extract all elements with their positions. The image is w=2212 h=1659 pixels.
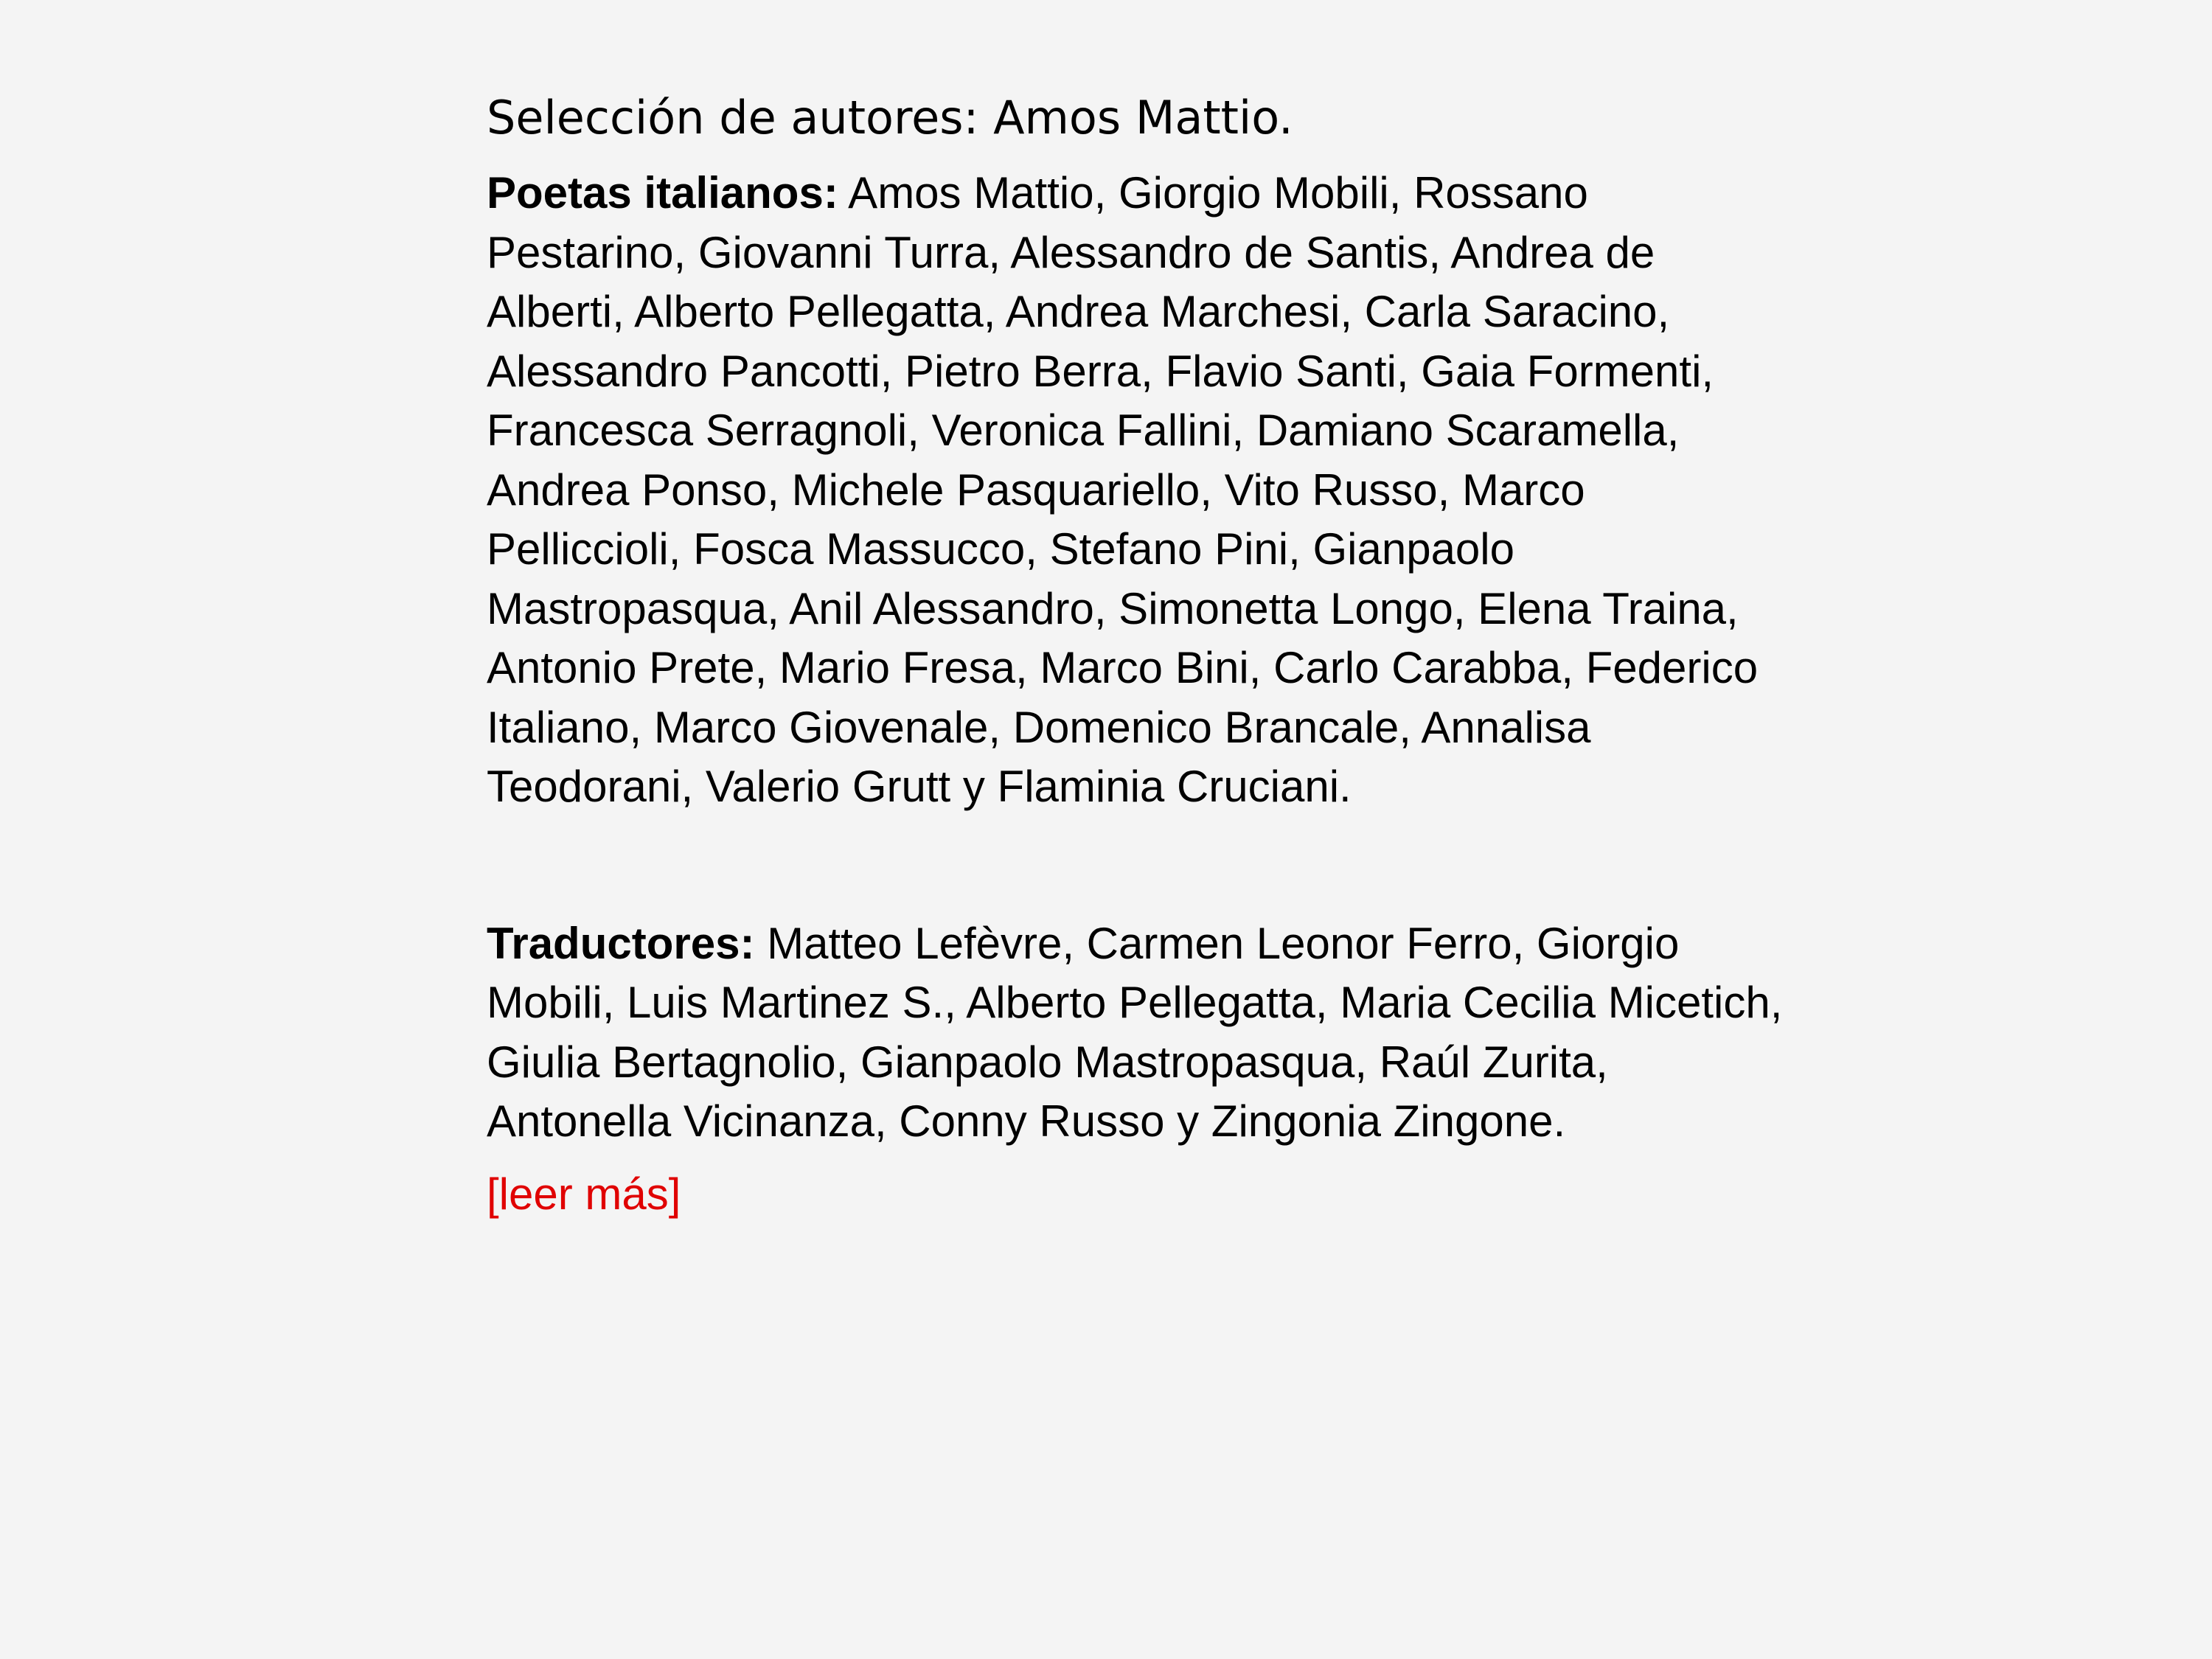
translators-paragraph	[487, 914, 1784, 1152]
read-more-link[interactable]: [leer más]	[487, 1169, 681, 1219]
translators-list: Matteo Lefèvre, Carmen Leonor Ferro, Giorgio Mobili, Luis Martinez S., Alberto Pellegatta, Maria Cecilia Micetich, Giulia Bertagnolio, Gianpaolo Mastropasqua, Raúl Zurita, Antonella Vicinanza, Conny Russo y Zingonia Zingone.	[487, 918, 1783, 1146]
page-title: Selección de autores: Amos Mattio.	[487, 91, 1293, 145]
poets-paragraph	[487, 164, 1784, 817]
article-body	[487, 87, 1784, 1224]
translators-label: Traductores:	[487, 918, 755, 968]
poets-label: Poetas italianos:	[487, 168, 838, 218]
poets-list: Amos Mattio, Giorgio Mobili, Rossano Pestarino, Giovanni Turra, Alessandro de Santis, Andrea de Alberti, Alberto Pellegatta, Andrea Marchesi, Carla Saracino, Alessandro Pancotti, Pietro Berra, Flavio Santi, Gaia Formenti, Francesca Serragnoli, Veronica Fallini, Damiano Scaramella, Andrea Ponso, Michele Pasquariello, Vito Russo, Marco Pelliccioli, Fosca Massucco, Stefano Pini, Gianpaolo Mastropasqua, Anil Alessandro, Simonetta Longo, Elena Traina, Antonio Prete, Mario Fresa, Marco Bini, Carlo Carabba, Federico Italiano, Marco Giovenale, Domenico Brancale, Annalisa Teodorani, Valerio Grutt y Flaminia Cruciani.	[487, 168, 1759, 811]
paragraph-spacer	[487, 817, 1784, 914]
